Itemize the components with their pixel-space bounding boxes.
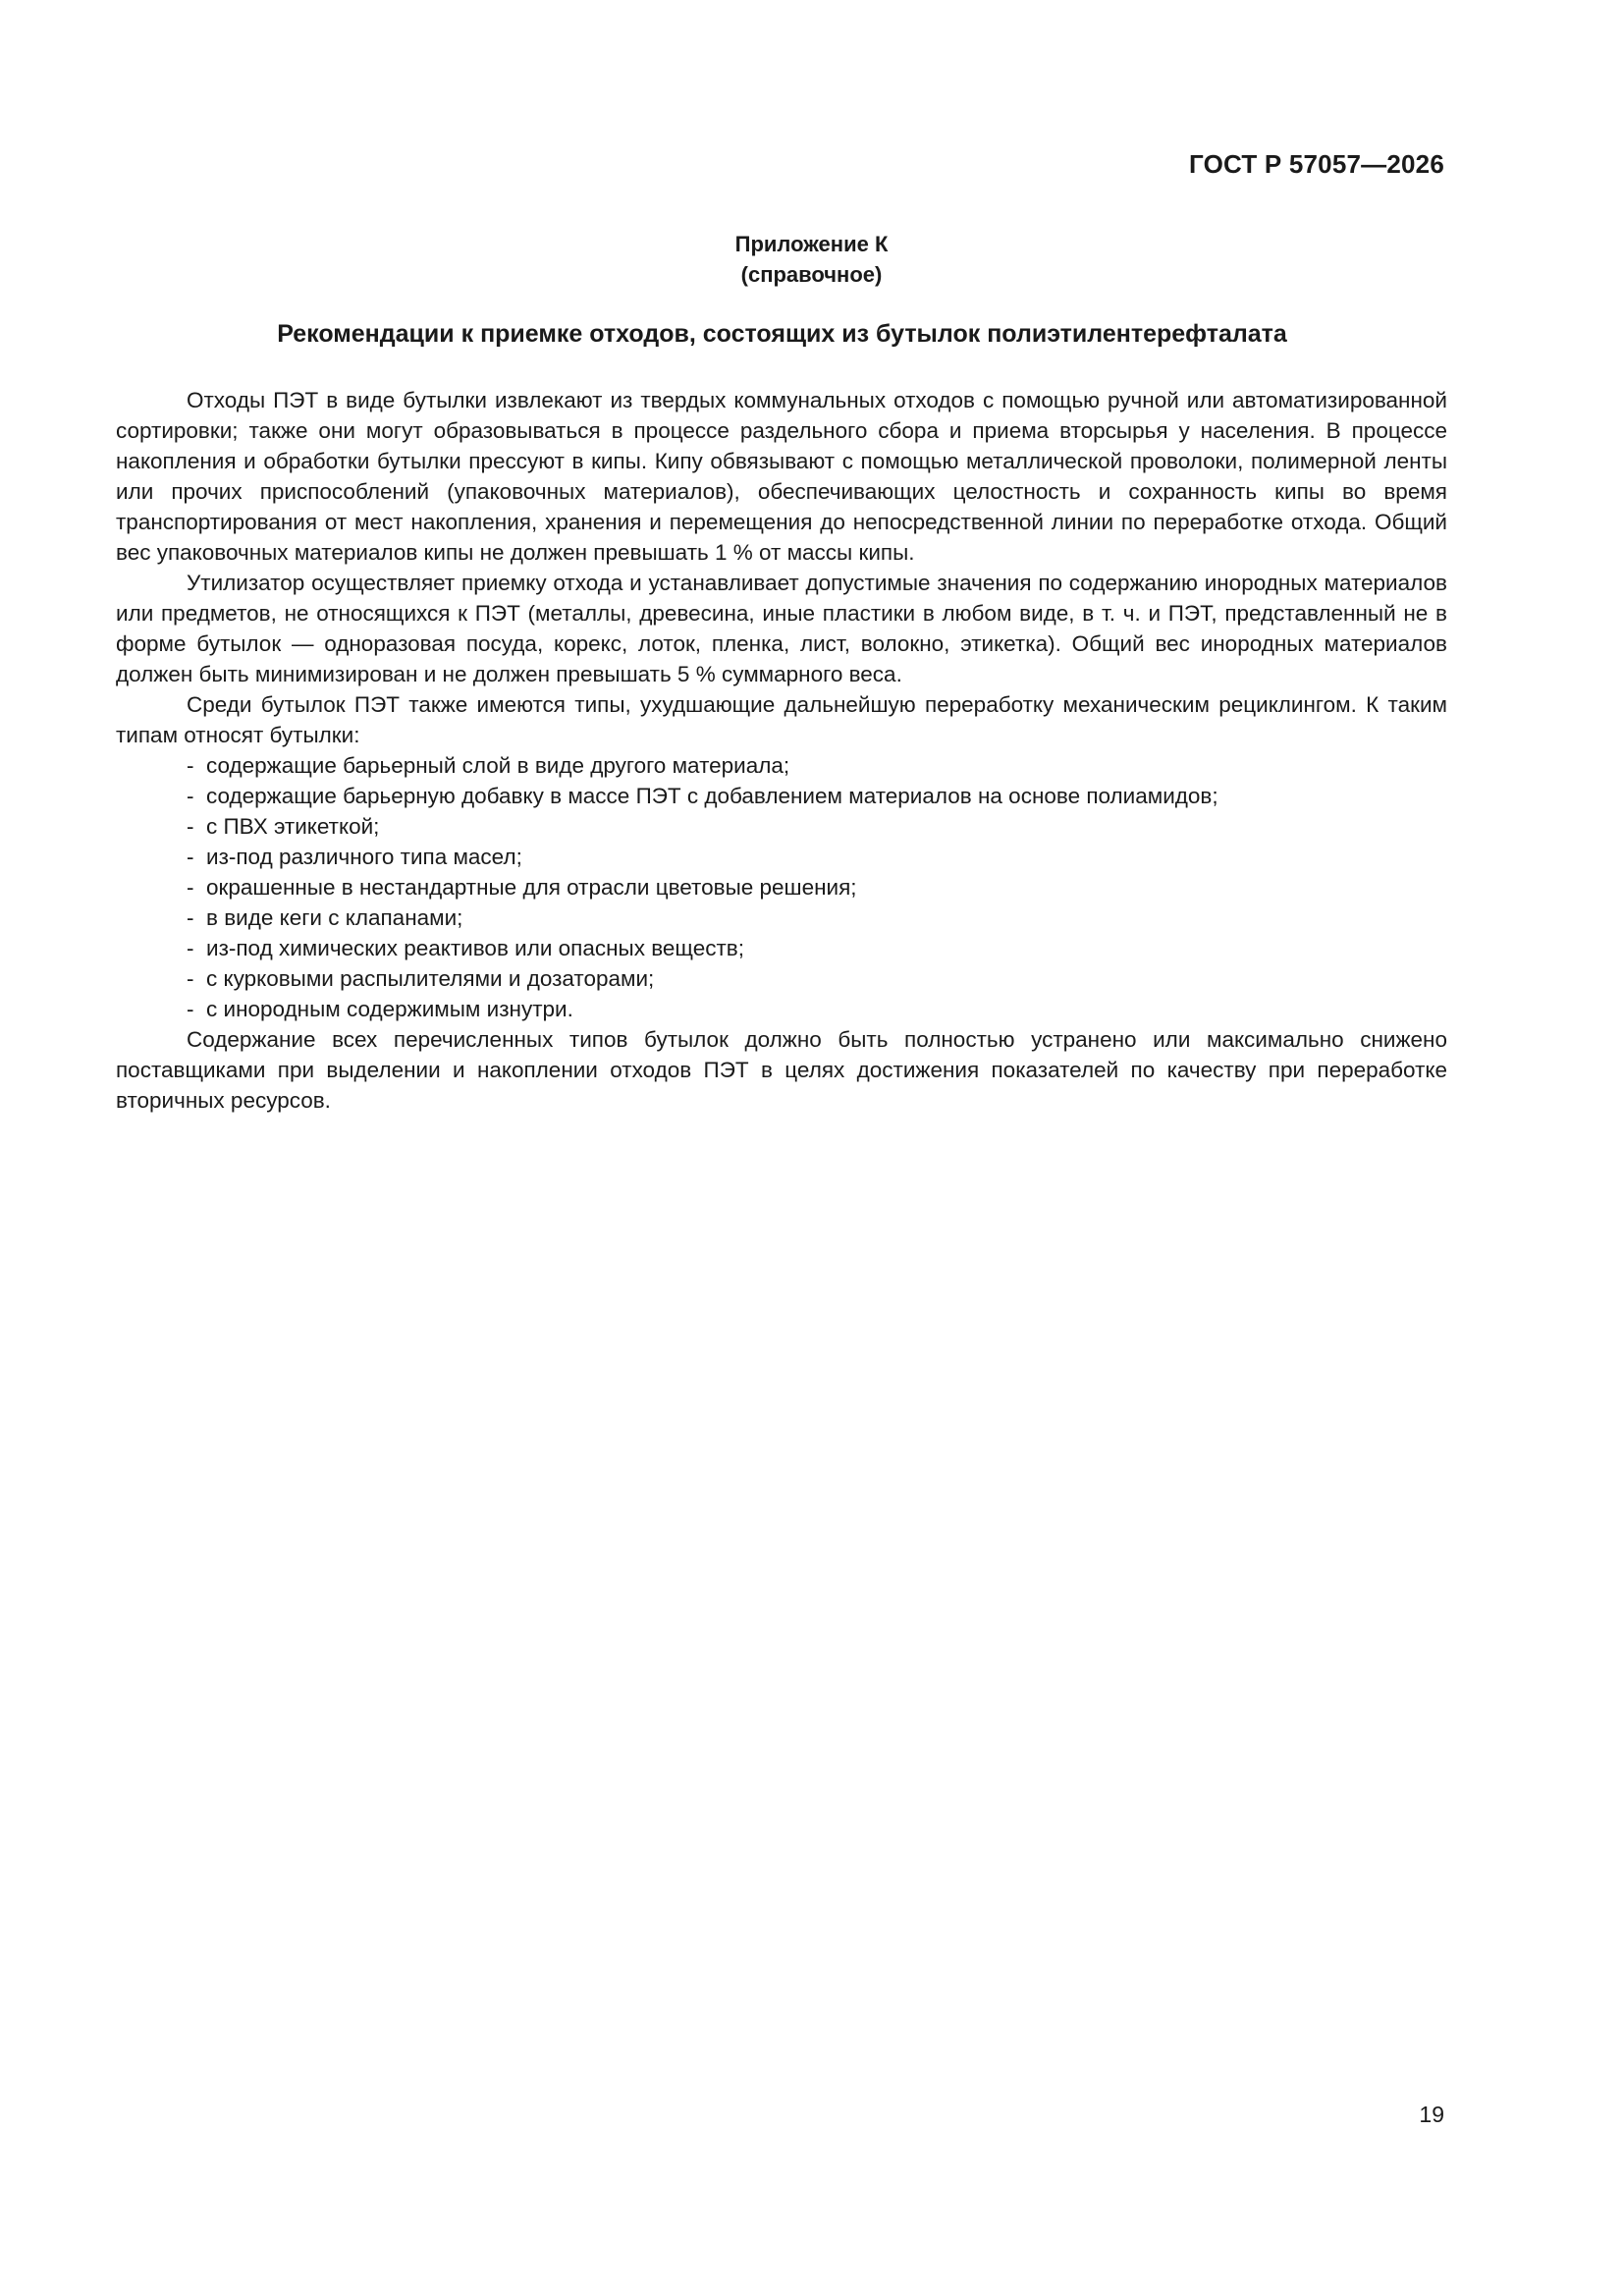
list-item: - содержащие барьерную добавку в массе ПЭТ с добавлением материалов на основе полиамидов;	[187, 781, 1447, 811]
appendix-heading	[0, 229, 1623, 290]
list-item: - из-под различного типа масел;	[187, 842, 1447, 872]
body-text	[116, 385, 1447, 1116]
list-item: - в виде кеги с клапанами;	[187, 902, 1447, 933]
bottle-type-list	[116, 750, 1447, 1024]
list-item: - окрашенные в нестандартные для отрасли цветовые решения;	[187, 872, 1447, 902]
list-item: - с курковыми распылителями и дозаторами;	[187, 963, 1447, 994]
page-number: 19	[1419, 2102, 1444, 2127]
appendix-subtitle: (справочное)	[740, 262, 883, 287]
closing-paragraph: Содержание всех перечисленных типов бутылок должно быть полностью устранено или максимально снижено поставщиками при выделении и накоплении отходов ПЭТ в целях достижения показателей по качеству при переработке вторичных ресурсов.	[116, 1027, 1447, 1113]
paragraph: Среди бутылок ПЭТ также имеются типы, ухудшающие дальнейшую переработку механическим рециклингом. К таким типам относят бутылки:	[116, 692, 1447, 747]
list-item: - с ПВХ этикеткой;	[187, 811, 1447, 842]
list-item: - содержащие барьерный слой в виде другого материала;	[187, 750, 1447, 781]
list-item: - с инородным содержимым изнутри.	[187, 994, 1447, 1024]
appendix-title: Приложение К	[734, 232, 889, 256]
paragraph: Отходы ПЭТ в виде бутылки извлекают из твердых коммунальных отходов с помощью ручной или автоматизированной сортировки; также они могут образовываться в процессе раздельного сбора и приема вторсырья у населения. В процессе накопления и обработки бутылки прессуют в кипы. Кипу обвязывают с помощью металлической проволоки, полимерной ленты или прочих приспособлений (упаковочных материалов), обеспечивающих целостность и сохранность кипы во время транспортирования от мест накопления, хранения и перемещения до непосредственной линии по переработке отхода. Общий вес упаковочных материалов кипы не должен превышать 1 % от массы кипы.	[116, 388, 1447, 565]
document-code: ГОСТ Р 57057—2026	[1189, 149, 1444, 179]
list-item: - из-под химических реактивов или опасных веществ;	[187, 933, 1447, 963]
paragraph: Утилизатор осуществляет приемку отхода и устанавливает допустимые значения по содержанию инородных материалов или предметов, не относящихся к ПЭТ (металлы, древесина, иные пластики в любом виде, в т. ч. и ПЭТ, представленный не в форме бутылок — одноразовая посуда, корекс, лоток, пленка, лист, волокно, этикетка). Общий вес инородных материалов должен быть минимизирован и не должен превышать 5 % суммарного веса.	[116, 571, 1447, 686]
section-title: Рекомендации к приемке отходов, состоящих из бутылок полиэтилентерефталата	[277, 320, 1287, 348]
